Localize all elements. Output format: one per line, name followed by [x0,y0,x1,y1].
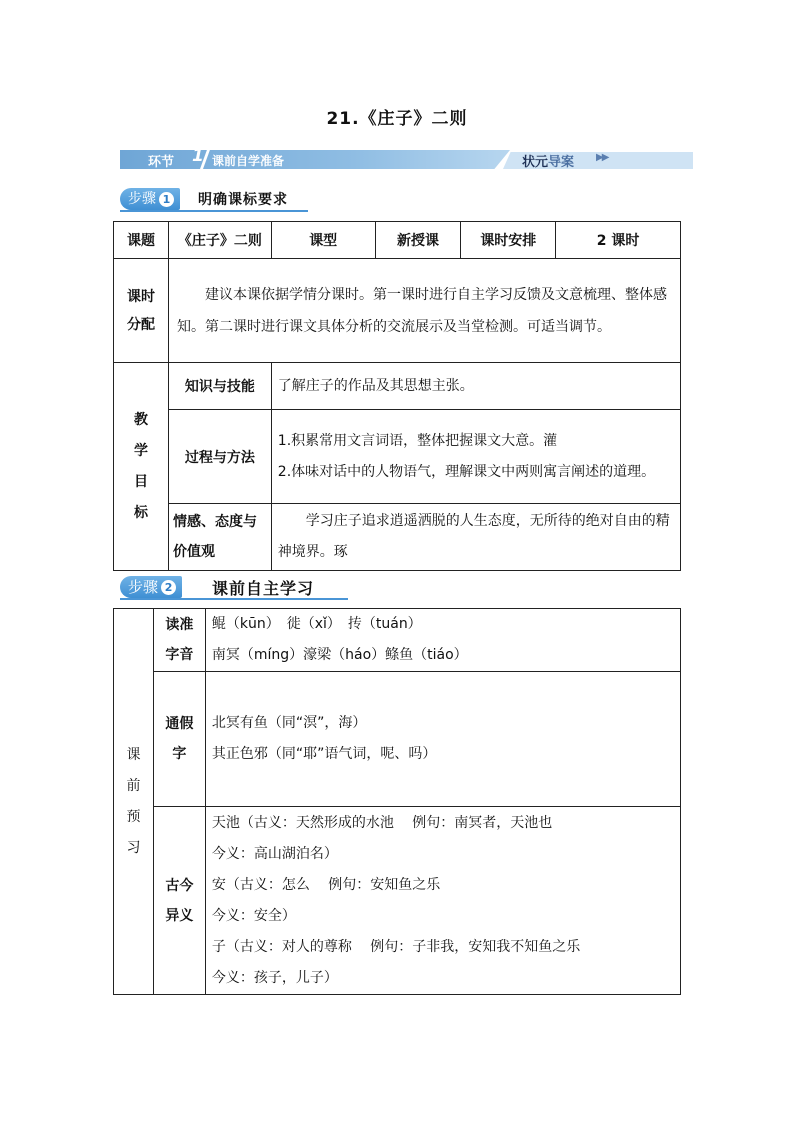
step2-pill [120,576,182,598]
cell-allocation-text: 建议本课依据学情分课时。第一课时进行自主学习反馈及文意梳理、整体感知。第二课时进行课文具体分析的交流展示及当堂检测。可适当调节。 [168,259,680,363]
preview-label-char: 前 [126,777,141,794]
cell-pronunciation-content [205,609,680,672]
step1-pill [120,188,180,210]
table-row [114,672,681,807]
banner-segment: 环节 [148,155,175,170]
step2-word: 步骤 [128,578,159,596]
banner-number: 1 [192,146,204,166]
content-line: 安（古义：怎么 例句：安知鱼之乐 [211,876,441,893]
table-row [114,609,681,672]
step1-number-icon: 1 [159,192,174,207]
cell-goal-label: 过程与方法 [168,410,271,504]
goal-line: 1.积累常用文言词语，整体把握课文大意。灌 [277,432,558,449]
self-study-table [113,608,681,995]
content-line: 南冥（míng）濠梁（háo）鲦鱼（tiáo） [211,647,468,663]
content-line: 子（古义：对人的尊称 例句：子非我，安知我不知鱼之乐 [211,938,581,955]
step1-title: 明确课标要求 [198,192,288,208]
goals-label-char: 教 [133,411,148,428]
banner-right-label-a: 状元 [522,155,549,170]
banner-bar-left [120,150,510,169]
preview-label-char: 习 [126,839,141,856]
cell-gujin-content [205,807,680,995]
label-line: 古今 [165,877,194,894]
label-line: 异义 [165,907,194,924]
section-banner [120,146,693,170]
content-line: 今义：孩子，儿子） [211,969,338,986]
preview-label-char: 课 [126,746,141,763]
cell-preview-label [114,609,154,995]
content-line: 北冥有鱼（同“溟”，海） [211,715,367,731]
cell-pronunciation-label [153,609,205,672]
cell-tongjia-label [153,672,205,807]
table-row [114,807,681,995]
goals-label-char: 目 [133,473,148,490]
table-row [114,410,681,504]
label-line: 读准 [165,617,194,633]
label-line: 字 [172,746,187,762]
cell-schedule-label: 课时安排 [461,222,556,259]
course-standard-table [113,221,681,571]
step2-header [120,576,348,600]
cell-topic-value: 《庄子》二则 [168,222,271,259]
step1-header [120,188,308,212]
cell-topic-label: 课题 [114,222,169,259]
step2-title: 课前自主学习 [212,579,315,598]
step2-number-icon: 2 [161,580,176,595]
cell-type-value: 新授课 [375,222,461,259]
cell-goal-label: 情感、态度与价值观 [168,504,271,571]
table-row [114,504,681,571]
content-line: 天池（古义：天然形成的水池 例句：南冥者，天池也 [211,814,553,831]
cell-goal-text: 学习庄子追求逍遥洒脱的人生态度，无所待的绝对自由的精神境界。琢 [271,504,680,571]
table-row [114,259,681,363]
banner-label: 课前自学准备 [212,154,285,168]
label-line: 通假 [165,716,194,732]
cell-type-label: 课型 [271,222,375,259]
cell-goals-label [114,363,169,571]
table-row [114,222,681,259]
double-arrow-icon: ▶▶ [596,152,608,163]
content-line: 今义：安全） [211,907,296,924]
goals-label-char: 学 [133,442,148,459]
content-line: 今义：高山湖泊名） [211,845,338,862]
label-line: 字音 [165,647,194,663]
cell-goal-label: 知识与技能 [168,363,271,410]
cell-goal-text: 了解庄子的作品及其思想主张。 [271,363,680,410]
goal-line: 2.体味对话中的人物语气，理解课文中两则寓言阐述的道理。 [277,463,656,480]
banner-right-label-b: 导案 [548,155,575,170]
cell-allocation-label: 课时分配 [114,259,169,363]
cell-goal-text [271,410,680,504]
table-row [114,363,681,410]
goals-label-char: 标 [133,504,148,521]
banner-right-label [522,151,574,170]
cell-tongjia-content [205,672,680,807]
preview-label-char: 预 [126,808,141,825]
page-title: 21.《庄子》二则 [326,109,468,129]
step2-underline [120,598,348,600]
step1-word: 步骤 [128,191,156,207]
cell-gujin-label [153,807,205,995]
content-line: 鲲（kūn） 徙（xǐ） 抟（tuán） [211,616,422,632]
content-line: 其正色邪（同“耶”语气词，呢、吗） [211,746,437,762]
cell-schedule-value: 2 课时 [556,222,681,259]
step1-underline [120,210,308,212]
